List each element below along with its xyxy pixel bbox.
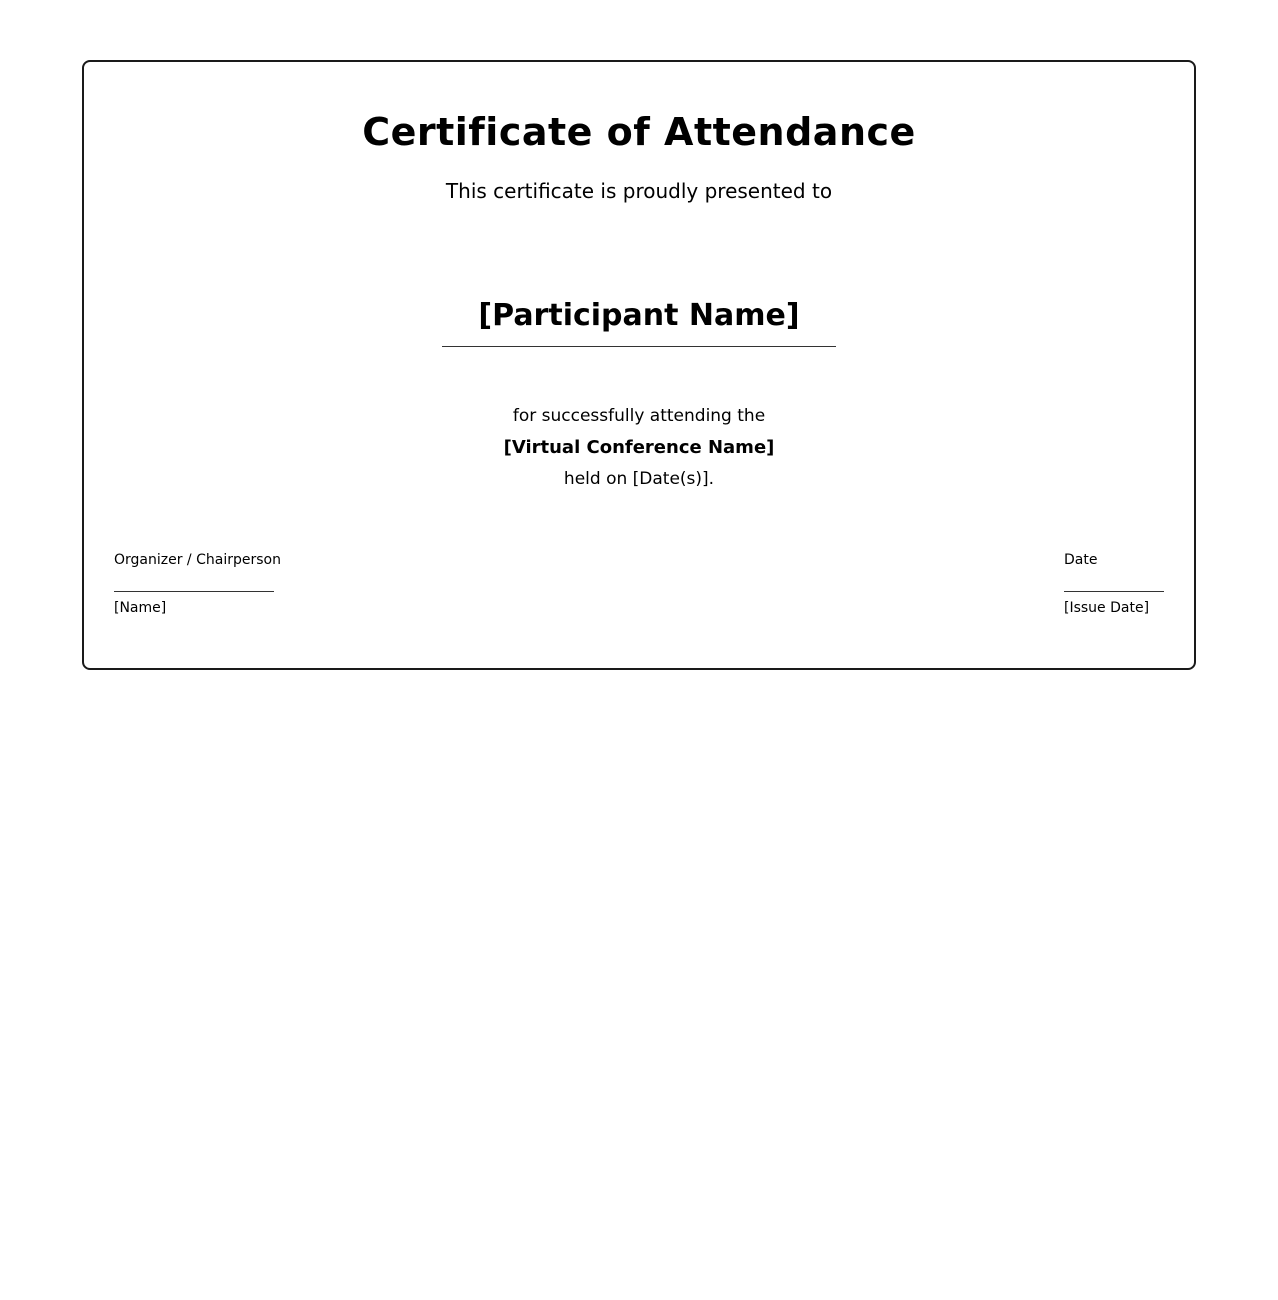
organizer-name: [Name] <box>114 600 167 616</box>
attending-text: for successfully attending the <box>512 406 766 426</box>
date-label: Date <box>1064 552 1098 568</box>
issue-date: [Issue Date] <box>1064 600 1150 616</box>
date-signature-block <box>1064 550 1164 618</box>
participant-name-field <box>442 296 836 347</box>
certificate-title: Certificate of Attendance <box>362 110 916 154</box>
held-on-text: held on [Date(s)]. <box>563 469 715 489</box>
participant-name: [Participant Name] <box>478 298 800 333</box>
organizer-label: Organizer / Chairperson <box>114 552 281 568</box>
conference-name: [Virtual Conference Name] <box>503 437 775 458</box>
certificate-frame <box>82 60 1196 670</box>
organizer-signature-line <box>114 591 274 592</box>
presented-to-text: This certificate is proudly presented to <box>445 179 833 203</box>
organizer-signature-block <box>114 550 281 618</box>
date-signature-line <box>1064 591 1164 592</box>
